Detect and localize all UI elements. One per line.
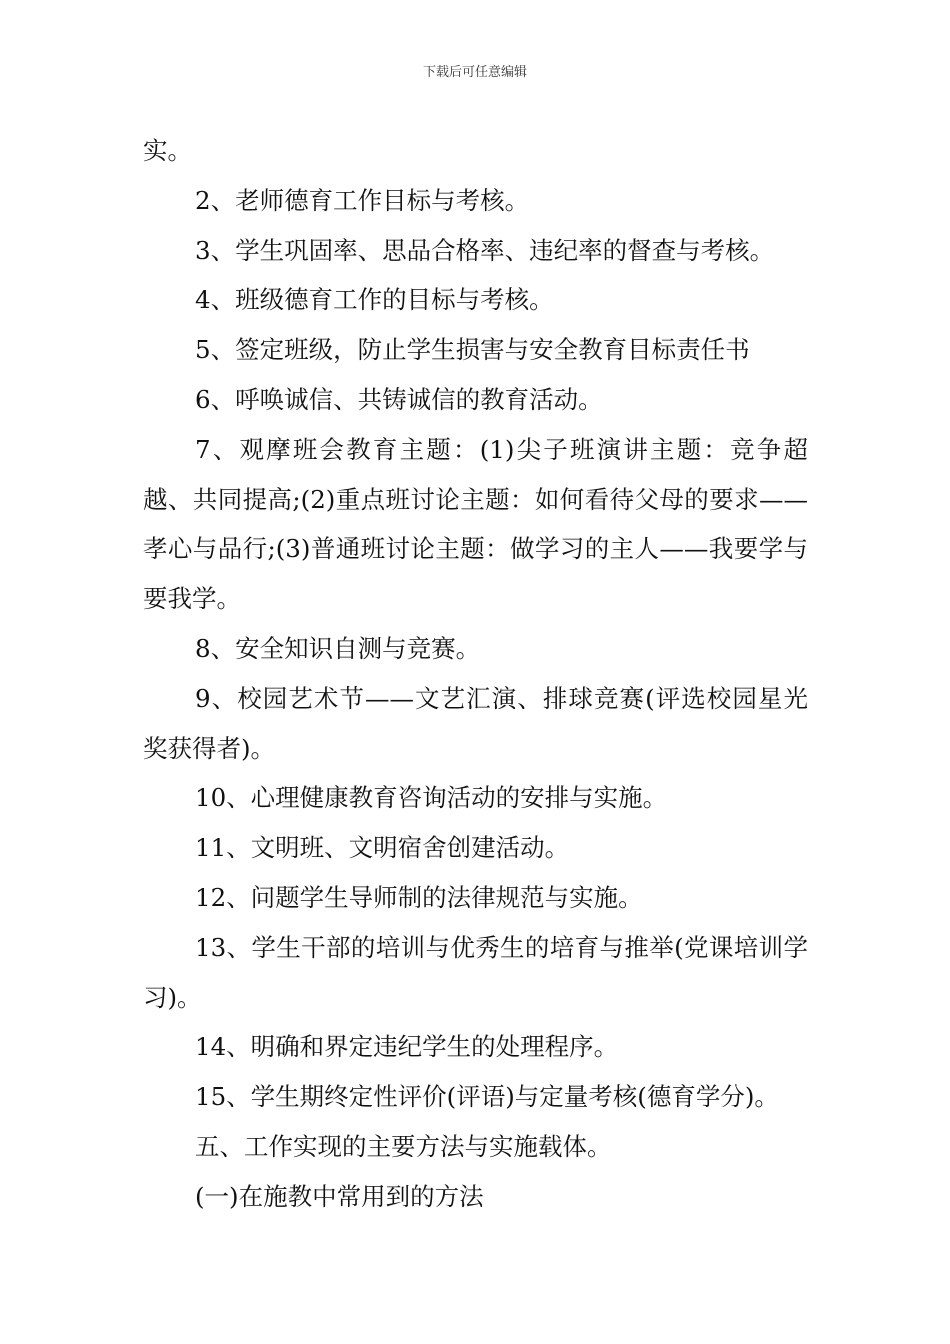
list-item-13: 13、学生干部的培训与优秀生的培育与推举(党课培训学习)。	[143, 932, 808, 1012]
list-item-7: 7、观摩班会教育主题：(1)尖子班演讲主题：竞争超越、共同提高;(2)重点班讨论主题：如何看待父母的要求——孝心与品行;(3)普通班讨论主题：做学习的主人——我要学与要我学。	[143, 434, 808, 614]
list-item-9: 9、校园艺术节——文艺汇演、排球竞赛(评选校园星光奖获得者)。	[143, 683, 808, 763]
subsection-heading-1: (一)在施教中常用到的方法	[195, 1181, 484, 1211]
list-item-15: 15、学生期终定性评价(评语)与定量考核(德育学分)。	[195, 1082, 779, 1112]
list-item-4: 4、班级德育工作的目标与考核。	[195, 285, 554, 315]
list-item-12: 12、问题学生导师制的法律规范与实施。	[195, 882, 643, 912]
list-item-14: 14、明确和界定违纪学生的处理程序。	[195, 1032, 619, 1062]
paragraph-continuation: 实。	[143, 136, 192, 165]
page-header: 下载后可任意编辑	[422, 65, 527, 80]
list-item-3: 3、学生巩固率、思品合格率、违纪率的督查与考核。	[195, 235, 775, 265]
list-item-11: 11、文明班、文明宿舍创建活动。	[195, 833, 570, 863]
section-heading-5: 五、工作实现的主要方法与实施载体。	[195, 1131, 612, 1161]
list-item-5: 5、签定班级，防止学生损害与安全教育目标责任书	[195, 335, 750, 365]
list-item-10: 10、心理健康教育咨询活动的安排与实施。	[195, 783, 668, 813]
list-item-8: 8、安全知识自测与竞赛。	[195, 633, 481, 663]
list-item-6: 6、呼唤诚信、共铸诚信的教育活动。	[195, 384, 603, 414]
document-body	[143, 126, 808, 1222]
list-item-2: 2、老师德育工作目标与考核。	[195, 185, 530, 215]
